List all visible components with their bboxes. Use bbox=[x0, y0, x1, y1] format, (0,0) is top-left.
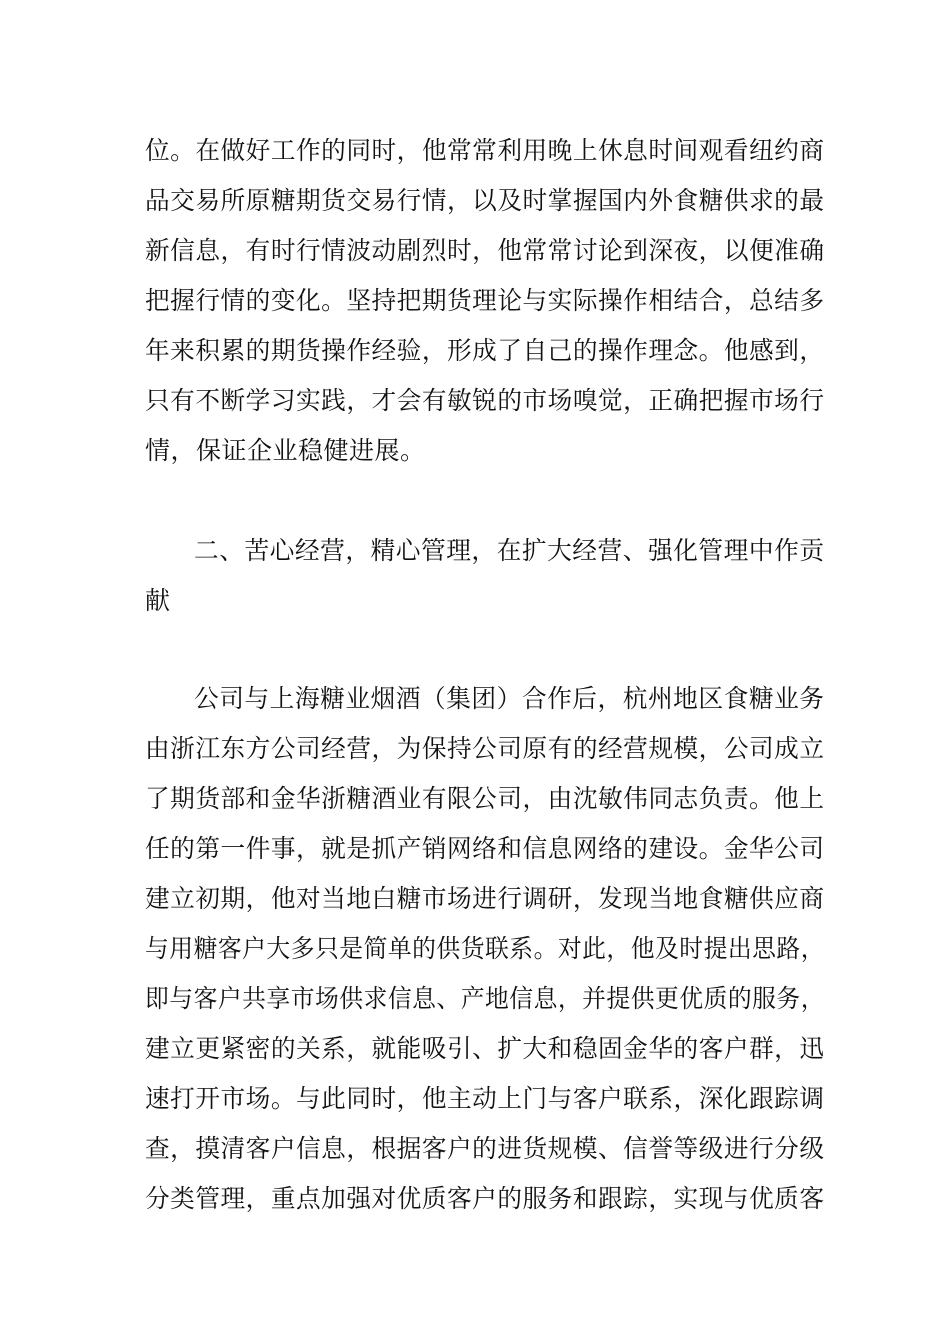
paragraph-1-line: 情，保证企业稳健进展。 bbox=[145, 436, 426, 465]
paragraph-2-line: 公司与上海糖业烟酒（集团）合作后，杭州地区食糖业务 bbox=[194, 684, 825, 713]
paragraph-2-line: 速打开市场。与此同时，他主动上门与客户联系，深化跟踪调 bbox=[145, 1084, 825, 1113]
paragraph-2-line: 任的第一件事，就是抓产销网络和信息网络的建设。金华公司 bbox=[145, 834, 825, 863]
section-heading-line: 二、苦心经营，精心管理，在扩大经营、强化管理中作贡 bbox=[194, 536, 825, 565]
paragraph-2-line: 由浙江东方公司经营，为保持公司原有的经营规模，公司成立 bbox=[145, 734, 825, 763]
paragraph-2-line: 了期货部和金华浙糖酒业有限公司，由沈敏伟同志负责。他上 bbox=[145, 784, 825, 813]
paragraph-1-line: 位。在做好工作的同时，他常常利用晚上休息时间观看纽约商 bbox=[145, 136, 825, 165]
paragraph-2-line: 建立初期，他对当地白糖市场进行调研，发现当地食糖供应商 bbox=[145, 884, 825, 913]
paragraph-1-line: 只有不断学习实践，才会有敏锐的市场嗅觉，正确把握市场行 bbox=[145, 386, 825, 415]
paragraph-1-line: 年来积累的期货操作经验，形成了自己的操作理念。他感到， bbox=[145, 336, 825, 365]
paragraph-2-line: 查，摸清客户信息，根据客户的进货规模、信誉等级进行分级 bbox=[145, 1134, 825, 1163]
paragraph-2-line: 分类管理，重点加强对优质客户的服务和跟踪，实现与优质客 bbox=[145, 1184, 825, 1213]
paragraph-1-line: 新信息，有时行情波动剧烈时，他常常讨论到深夜，以便准确 bbox=[145, 236, 825, 265]
paragraph-1-line: 把握行情的变化。坚持把期货理论与实际操作相结合，总结多 bbox=[145, 286, 825, 315]
paragraph-2-line: 与用糖客户大多只是简单的供货联系。对此，他及时提出思路， bbox=[145, 934, 826, 963]
paragraph-2-line: 即与客户共享市场供求信息、产地信息，并提供更优质的服务， bbox=[145, 984, 826, 1013]
section-heading-line: 献 bbox=[145, 586, 171, 615]
paragraph-1-line: 品交易所原糖期货交易行情，以及时掌握国内外食糖供求的最 bbox=[145, 186, 825, 215]
paragraph-2-line: 建立更紧密的关系，就能吸引、扩大和稳固金华的客户群，迅 bbox=[145, 1034, 825, 1063]
